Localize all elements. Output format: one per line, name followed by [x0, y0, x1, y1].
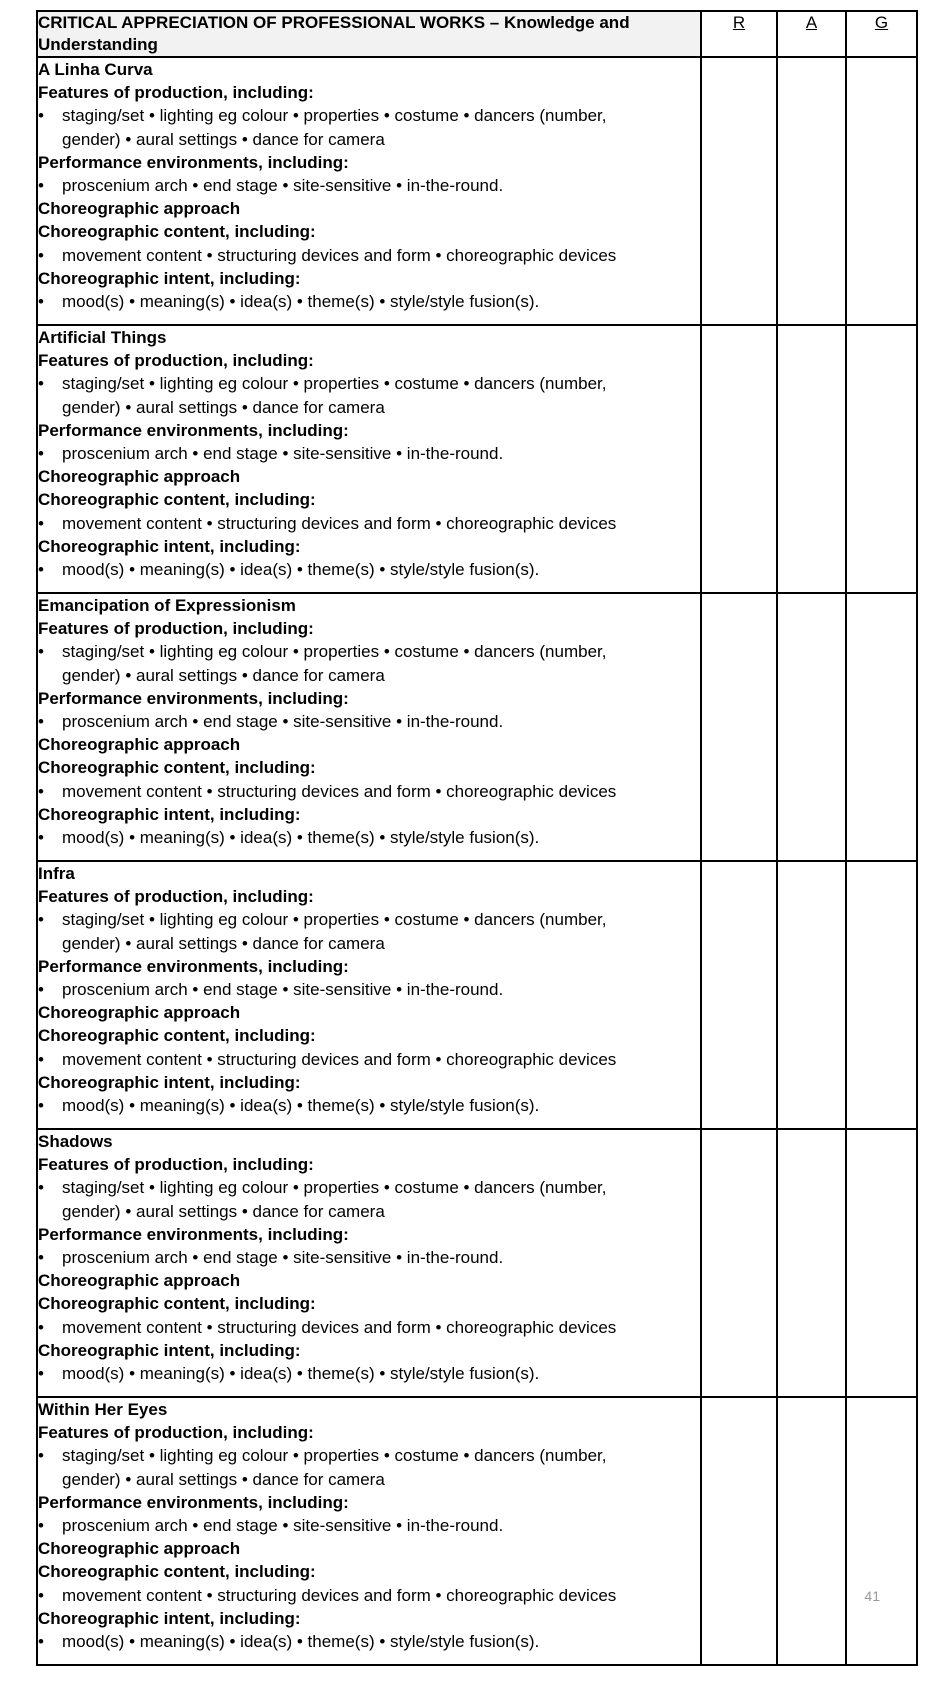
- approach-heading: Choreographic approach: [38, 1003, 241, 1023]
- production-features-continuation: gender) • aural settings • dance for camera: [62, 397, 385, 417]
- intent-bullet: • mood(s) • meaning(s) • idea(s) • theme(s) • style/style fusion(s).: [38, 826, 700, 849]
- rating-cell-r[interactable]: [701, 1129, 777, 1397]
- production-features-list: [38, 104, 700, 150]
- approach-heading: Choreographic approach: [38, 467, 241, 487]
- intent-heading: Choreographic intent, including:: [38, 804, 301, 824]
- approach-heading: Choreographic approach: [38, 199, 241, 219]
- production-features-list: [38, 372, 700, 418]
- intent-heading: Choreographic intent, including:: [38, 536, 301, 556]
- production-features-line: staging/set • lighting eg colour • properties • costume • dancers (number,: [62, 106, 607, 126]
- environments-bullet: • proscenium arch • end stage • site-sensitive • in-the-round.: [38, 710, 700, 733]
- work-description-cell: [37, 1129, 701, 1397]
- table-row: [37, 593, 917, 861]
- approach-heading: Choreographic approach: [38, 1539, 241, 1559]
- rating-cell-a[interactable]: [777, 1397, 846, 1665]
- table-title: CRITICAL APPRECIATION OF PROFESSIONAL WORKS – Knowledge and Understanding: [37, 11, 701, 57]
- work-description-cell: [37, 1397, 701, 1665]
- production-features-line: staging/set • lighting eg colour • properties • costume • dancers (number,: [62, 1178, 607, 1198]
- production-heading: Features of production, including:: [38, 887, 314, 907]
- production-features-continuation: gender) • aural settings • dance for camera: [62, 129, 385, 149]
- production-features-continuation: gender) • aural settings • dance for camera: [62, 933, 385, 953]
- content-bullet: • movement content • structuring devices and form • choreographic devices: [38, 1048, 700, 1071]
- table-row: [37, 1129, 917, 1397]
- intent-heading: Choreographic intent, including:: [38, 1608, 301, 1628]
- content-heading: Choreographic content, including:: [38, 222, 316, 242]
- environments-bullet: • proscenium arch • end stage • site-sensitive • in-the-round.: [38, 174, 700, 197]
- environments-heading: Performance environments, including:: [38, 152, 349, 172]
- environments-heading: Performance environments, including:: [38, 688, 349, 708]
- approach-heading: Choreographic approach: [38, 1271, 241, 1291]
- intent-bullet: • mood(s) • meaning(s) • idea(s) • theme(s) • style/style fusion(s).: [38, 1630, 700, 1653]
- production-heading: Features of production, including:: [38, 1423, 314, 1443]
- production-heading: Features of production, including:: [38, 1155, 314, 1175]
- rating-cell-g[interactable]: [846, 1129, 917, 1397]
- intent-bullet: • mood(s) • meaning(s) • idea(s) • theme(s) • style/style fusion(s).: [38, 1094, 700, 1117]
- production-features-list: [38, 1176, 700, 1222]
- content-bullet: • movement content • structuring devices and form • choreographic devices: [38, 1316, 700, 1339]
- work-title: Infra: [38, 864, 75, 883]
- production-features-continuation: gender) • aural settings • dance for camera: [62, 1201, 385, 1221]
- production-features-line: staging/set • lighting eg colour • properties • costume • dancers (number,: [62, 642, 607, 662]
- rag-table: [36, 10, 918, 1666]
- environments-heading: Performance environments, including:: [38, 1492, 349, 1512]
- production-heading: Features of production, including:: [38, 83, 314, 103]
- intent-bullet: • mood(s) • meaning(s) • idea(s) • theme(s) • style/style fusion(s).: [38, 290, 700, 313]
- rating-cell-a[interactable]: [777, 325, 846, 593]
- environments-heading: Performance environments, including:: [38, 420, 349, 440]
- rating-cell-r[interactable]: [701, 861, 777, 1129]
- rating-cell-r[interactable]: [701, 325, 777, 593]
- work-description-cell: [37, 861, 701, 1129]
- environments-bullet: • proscenium arch • end stage • site-sensitive • in-the-round.: [38, 978, 700, 1001]
- table-row: [37, 861, 917, 1129]
- rating-cell-r[interactable]: [701, 1397, 777, 1665]
- rating-cell-g[interactable]: [846, 57, 917, 325]
- work-title: Artificial Things: [38, 328, 167, 347]
- intent-heading: Choreographic intent, including:: [38, 1072, 301, 1092]
- production-features-continuation: gender) • aural settings • dance for camera: [62, 1469, 385, 1489]
- intent-heading: Choreographic intent, including:: [38, 1340, 301, 1360]
- content-bullet: • movement content • structuring devices and form • choreographic devices: [38, 780, 700, 803]
- page-number: 41: [864, 1588, 880, 1604]
- production-features-line: staging/set • lighting eg colour • properties • costume • dancers (number,: [62, 374, 607, 394]
- production-features-list: [38, 1444, 700, 1490]
- rating-cell-a[interactable]: [777, 593, 846, 861]
- production-features-line: staging/set • lighting eg colour • properties • costume • dancers (number,: [62, 1446, 607, 1466]
- environments-bullet: • proscenium arch • end stage • site-sensitive • in-the-round.: [38, 1246, 700, 1269]
- work-description-cell: [37, 593, 701, 861]
- production-features-continuation: gender) • aural settings • dance for camera: [62, 665, 385, 685]
- rating-cell-g[interactable]: [846, 861, 917, 1129]
- rating-cell-r[interactable]: [701, 57, 777, 325]
- table-row: [37, 325, 917, 593]
- environments-heading: Performance environments, including:: [38, 1224, 349, 1244]
- production-features-list: [38, 640, 700, 686]
- approach-heading: Choreographic approach: [38, 735, 241, 755]
- content-bullet: • movement content • structuring devices and form • choreographic devices: [38, 244, 700, 267]
- work-title: Within Her Eyes: [38, 1400, 168, 1419]
- content-heading: Choreographic content, including:: [38, 1026, 316, 1046]
- rating-cell-g[interactable]: [846, 325, 917, 593]
- work-title: Emancipation of Expressionism: [38, 596, 296, 615]
- intent-bullet: • mood(s) • meaning(s) • idea(s) • theme(s) • style/style fusion(s).: [38, 558, 700, 581]
- work-description-cell: [37, 325, 701, 593]
- environments-bullet: • proscenium arch • end stage • site-sensitive • in-the-round.: [38, 442, 700, 465]
- rating-cell-r[interactable]: [701, 593, 777, 861]
- intent-heading: Choreographic intent, including:: [38, 268, 301, 288]
- table-row: [37, 57, 917, 325]
- production-features-line: staging/set • lighting eg colour • properties • costume • dancers (number,: [62, 910, 607, 930]
- rating-cell-g[interactable]: [846, 1397, 917, 1665]
- work-title: A Linha Curva: [38, 60, 153, 79]
- environments-heading: Performance environments, including:: [38, 956, 349, 976]
- column-header-a: A: [777, 11, 846, 57]
- production-heading: Features of production, including:: [38, 351, 314, 371]
- content-heading: Choreographic content, including:: [38, 1294, 316, 1314]
- intent-bullet: • mood(s) • meaning(s) • idea(s) • theme(s) • style/style fusion(s).: [38, 1362, 700, 1385]
- rating-cell-a[interactable]: [777, 861, 846, 1129]
- production-heading: Features of production, including:: [38, 619, 314, 639]
- production-features-list: [38, 908, 700, 954]
- content-heading: Choreographic content, including:: [38, 490, 316, 510]
- content-bullet: • movement content • structuring devices and form • choreographic devices: [38, 1584, 700, 1607]
- content-heading: Choreographic content, including:: [38, 1562, 316, 1582]
- work-description-cell: [37, 57, 701, 325]
- table-header-row: [37, 11, 917, 57]
- environments-bullet: • proscenium arch • end stage • site-sensitive • in-the-round.: [38, 1514, 700, 1537]
- column-header-g: G: [846, 11, 917, 57]
- content-heading: Choreographic content, including:: [38, 758, 316, 778]
- work-title: Shadows: [38, 1132, 113, 1151]
- content-bullet: • movement content • structuring devices and form • choreographic devices: [38, 512, 700, 535]
- column-header-r: R: [701, 11, 777, 57]
- rating-cell-g[interactable]: [846, 593, 917, 861]
- table-row: [37, 1397, 917, 1665]
- rating-cell-a[interactable]: [777, 1129, 846, 1397]
- rating-cell-a[interactable]: [777, 57, 846, 325]
